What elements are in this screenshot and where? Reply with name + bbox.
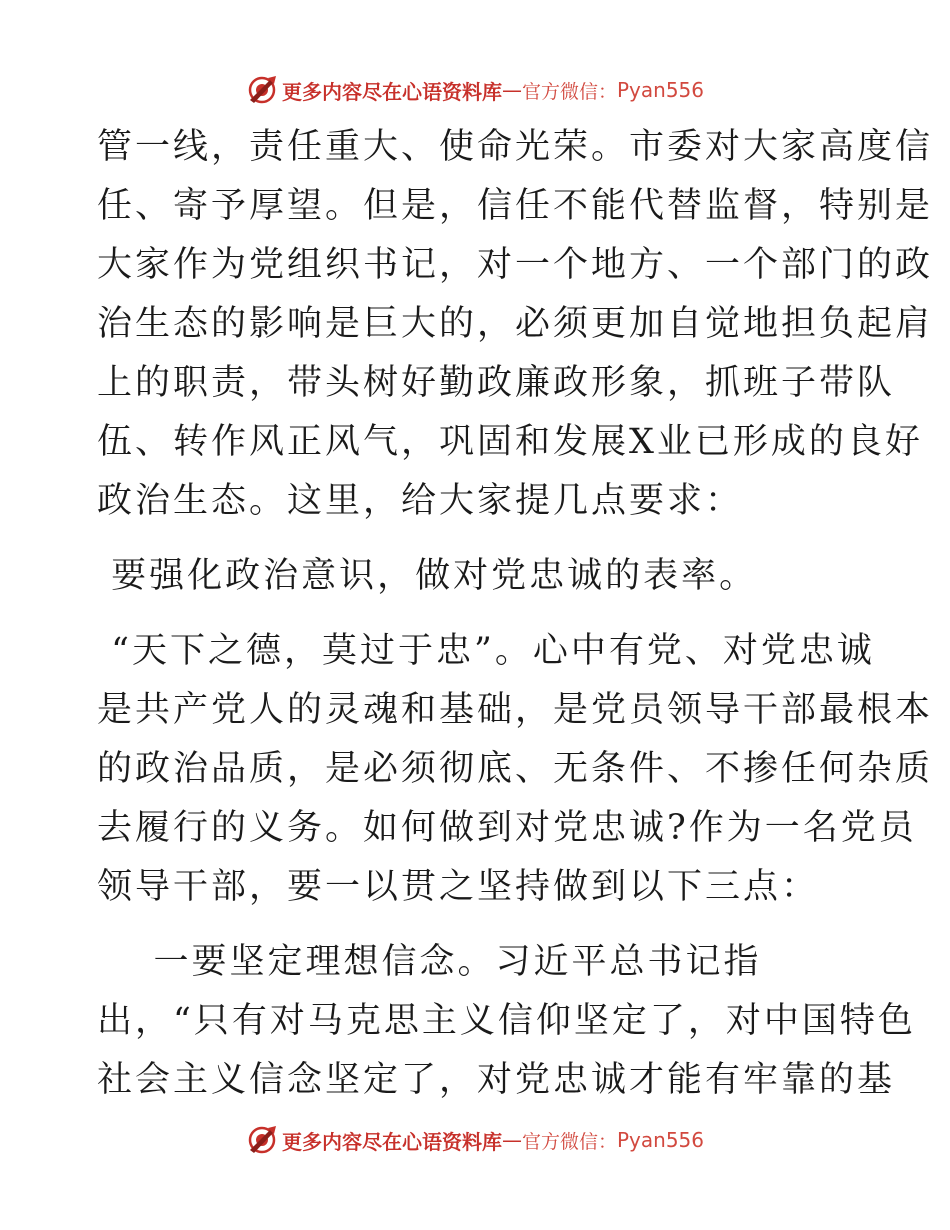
quill-logo-icon — [246, 74, 278, 106]
text-line: 政治生态。这里，给大家提几点要求： — [97, 481, 744, 521]
text-line: 出，“只有对马克思主义信仰坚定了，对中国特色 — [97, 1001, 916, 1041]
paragraph-2 — [97, 622, 934, 917]
header-watermark-banner — [0, 70, 950, 110]
text-line: 任、寄予厚望。但是，信任不能代替监督，特别是 — [97, 186, 934, 226]
footer-watermark-banner — [0, 1120, 950, 1160]
text-line: 一要坚定理想信念。习近平总书记指 — [97, 942, 762, 982]
text-line: 领导干部，要一以贯之坚持做到以下三点： — [97, 867, 820, 907]
banner-wechat-label: 官方微信： — [521, 80, 617, 103]
banner-wechat-id: Pyan556 — [617, 78, 705, 102]
text-line: 管一线，责任重大、使命光荣。市委对大家高度信 — [97, 127, 934, 167]
quill-logo-icon — [246, 1124, 278, 1156]
paragraph-heading — [97, 547, 857, 606]
text-line: 治生态的影响是巨大的，必须更加自觉地担负起肩 — [97, 304, 934, 344]
paragraph-3 — [97, 933, 916, 1110]
banner-text: 更多内容尽在心语资料库 — [281, 79, 502, 104]
document-body — [97, 118, 934, 1110]
text-line: 大家作为党组织书记，对一个地方、一个部门的政 — [97, 245, 934, 285]
banner-text: 更多内容尽在心语资料库 — [281, 1129, 502, 1154]
text-line: 是共产党人的灵魂和基础，是党员领导干部最根本 — [97, 690, 934, 730]
text-line: 去履行的义务。如何做到对党忠诚?作为一名党员 — [97, 808, 917, 848]
text-line: 伍、转作风正风气，巩固和发展X业已形成的良好 — [97, 422, 923, 462]
paragraph-1 — [97, 118, 934, 531]
text-line: 的政治品质，是必须彻底、无条件、不掺任何杂质 — [97, 749, 934, 789]
text-line: 上的职责，带头树好勤政廉政形象，抓班子带队 — [97, 363, 896, 403]
text-line: “天下之德，莫过于忠”。心中有党、对党忠诚 — [97, 631, 875, 671]
banner-dash: — — [501, 1128, 522, 1152]
banner-wechat-id: Pyan556 — [617, 1128, 705, 1152]
section-heading: 要强化政治意识，做对党忠诚的表率。 — [97, 556, 758, 596]
banner-wechat-label: 官方微信： — [521, 1130, 617, 1153]
banner-dash: — — [501, 78, 522, 102]
text-line: 社会主义信念坚定了，对党忠诚才能有牢靠的基 — [97, 1060, 896, 1100]
